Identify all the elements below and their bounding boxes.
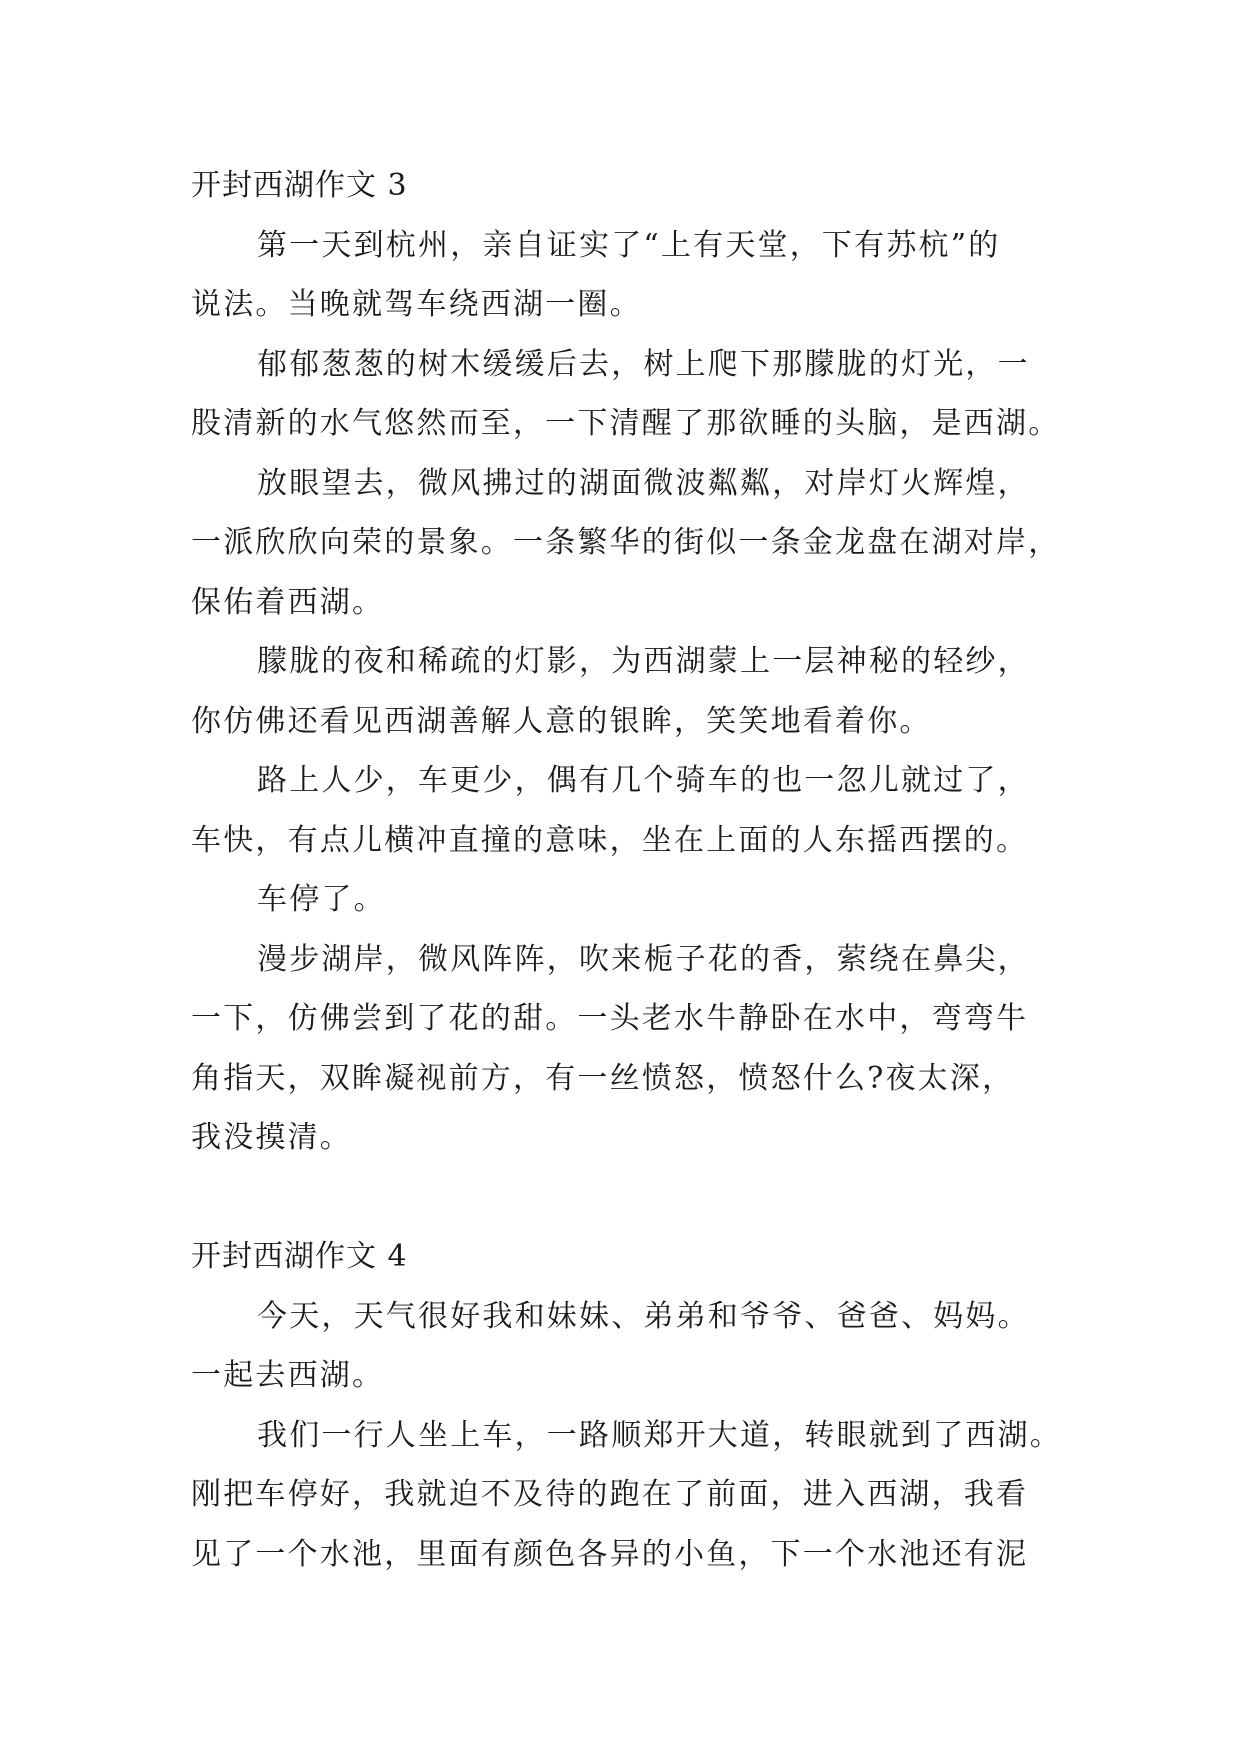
text-line: 我们一行人坐上车，一路顺郑开大道，转眼就到了西湖。	[257, 1417, 1062, 1453]
paragraph	[191, 335, 1071, 454]
paragraph	[191, 216, 1071, 335]
section-title: 开封西湖作文 3	[191, 168, 408, 203]
text-line: 一下，仿佛尝到了花的甜。一头老水牛静卧在水中，弯弯牛	[191, 1001, 1029, 1036]
essay-section-3	[191, 156, 1071, 1168]
document-body	[191, 156, 1071, 1584]
paragraph	[191, 930, 1071, 1168]
text-line: 车停了。	[257, 882, 386, 917]
text-line: 一派欣欣向荣的景象。一条繁华的街似一条金龙盘在湖对岸，	[191, 525, 1061, 560]
text-line: 见了一个水池，里面有颜色各异的小鱼，下一个水池还有泥	[191, 1536, 1029, 1572]
text-line: 保佑着西湖。	[191, 584, 385, 620]
text-line: 刚把车停好，我就迫不及待的跑在了前面，进入西湖，我看	[191, 1477, 1029, 1512]
text-line: 你仿佛还看见西湖善解人意的银眸，笑笑地看着你。	[191, 703, 932, 739]
essay-section-4	[191, 1227, 1071, 1584]
text-line: 路上人少，车更少，偶有几个骑车的也一忽儿就过了，	[257, 763, 1030, 798]
text-line: 朦胧的夜和稀疏的灯影，为西湖蒙上一层神秘的轻纱，	[257, 644, 1030, 679]
paragraph	[191, 454, 1071, 633]
paragraph	[191, 870, 1071, 930]
paragraph	[191, 632, 1071, 751]
text-line: 股清新的水气悠然而至，一下清醒了那欲睡的头脑，是西湖。	[191, 406, 1061, 441]
paragraph	[191, 751, 1071, 870]
text-line: 郁郁葱葱的树木缓缓后去，树上爬下那朦胧的灯光，一	[257, 346, 1030, 382]
section-spacer	[191, 1168, 1071, 1228]
text-line: 我没摸清。	[191, 1120, 352, 1155]
text-line: 说法。当晚就驾车绕西湖一圈。	[191, 287, 642, 322]
text-line: 角指天，双眸凝视前方，有一丝愤怒，愤怒什么?夜太深，	[191, 1060, 1015, 1096]
text-line: 今天，天气很好我和妹妹、弟弟和爷爷、爸爸、妈妈。	[257, 1298, 1030, 1334]
paragraph	[191, 1287, 1071, 1406]
paragraph	[191, 1406, 1071, 1585]
text-line: 放眼望去，微风拂过的湖面微波粼粼，对岸灯火辉煌，	[257, 465, 1030, 501]
text-line: 第一天到杭州，亲自证实了“上有天堂，下有苏杭”的	[257, 227, 1001, 263]
text-line: 车快，有点儿横冲直撞的意味，坐在上面的人东摇西摆的。	[191, 822, 1029, 858]
text-line: 一起去西湖。	[191, 1358, 385, 1393]
section-title: 开封西湖作文 4	[191, 1239, 408, 1274]
text-line: 漫步湖岸，微风阵阵，吹来栀子花的香，萦绕在鼻尖，	[257, 941, 1030, 977]
